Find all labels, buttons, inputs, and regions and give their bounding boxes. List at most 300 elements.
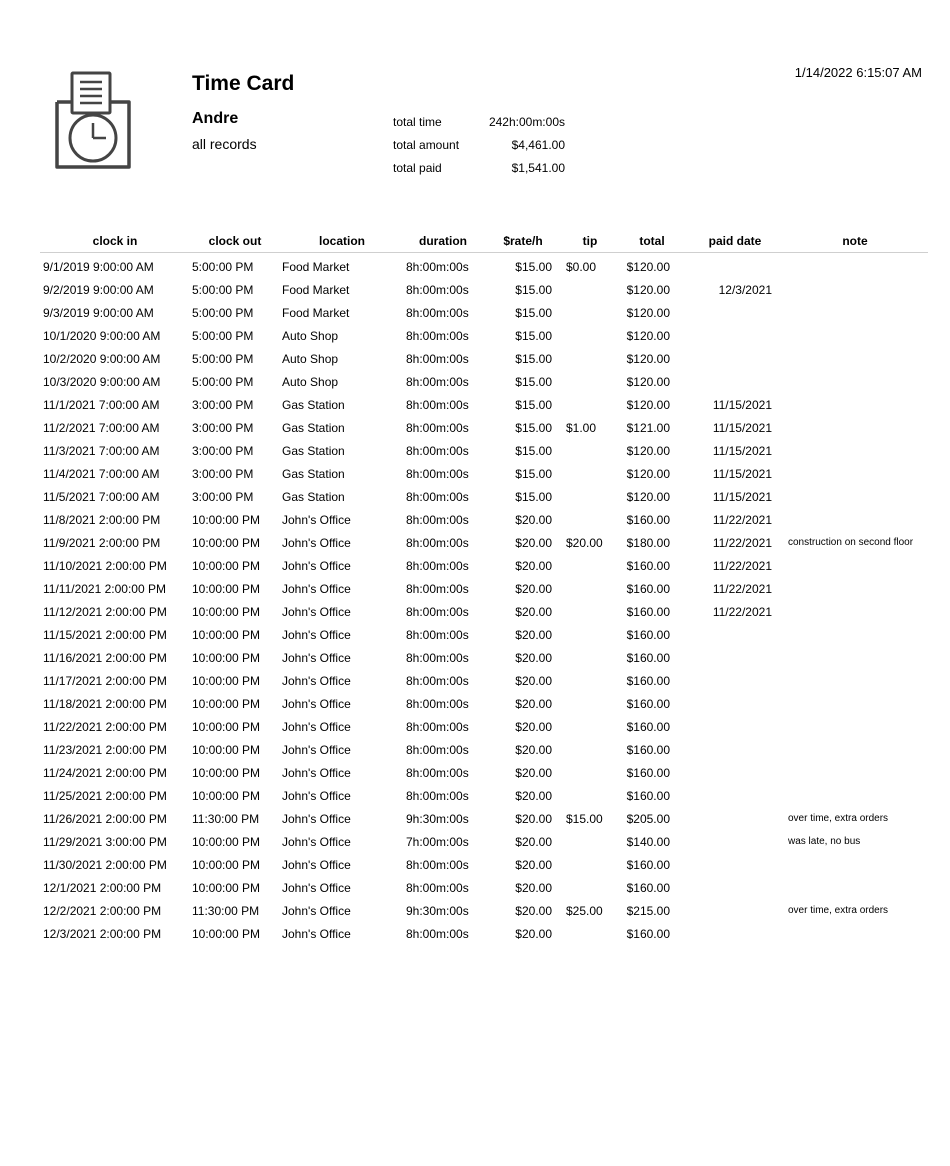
cell-tip	[564, 324, 616, 347]
cell-total: $120.00	[626, 374, 670, 389]
cell-tip	[564, 508, 616, 531]
cell-duration: 8h:00m:00s	[406, 719, 469, 734]
cell-duration: 8h:00m:00s	[406, 535, 469, 550]
cell-note	[782, 623, 928, 646]
cell-note	[782, 922, 928, 945]
cell-rate: $20.00	[515, 627, 552, 642]
cell-total: $120.00	[626, 351, 670, 366]
summary-total-time	[393, 112, 565, 135]
time-card-clock-icon	[52, 70, 134, 172]
cell-note	[782, 738, 928, 761]
table-row	[40, 646, 928, 669]
cell-note: over time, extra orders	[788, 813, 889, 824]
cell-clock-out: 10:00:00 PM	[192, 719, 261, 734]
cell-note	[782, 600, 928, 623]
cell-tip	[564, 347, 616, 370]
table-row	[40, 692, 928, 715]
cell-clock-out: 3:00:00 PM	[192, 397, 254, 412]
cell-tip	[564, 393, 616, 416]
cell-rate: $15.00	[515, 489, 552, 504]
cell-rate: $15.00	[515, 374, 552, 389]
cell-clock-in: 12/2/2021 2:00:00 PM	[43, 903, 162, 918]
cell-rate: $20.00	[515, 742, 552, 757]
table-row	[40, 600, 928, 623]
cell-paid-date	[688, 853, 782, 876]
table-row	[40, 669, 928, 692]
cell-total: $160.00	[626, 857, 670, 872]
cell-duration: 9h:30m:00s	[406, 903, 469, 918]
cell-rate: $15.00	[515, 282, 552, 297]
column-header-tip: tip	[564, 230, 616, 253]
column-header-total: total	[616, 230, 688, 253]
cell-location: John's Office	[282, 765, 351, 780]
table-row	[40, 738, 928, 761]
cell-location: John's Office	[282, 558, 351, 573]
cell-paid-date	[688, 370, 782, 393]
table-row	[40, 393, 928, 416]
cell-clock-in: 11/29/2021 3:00:00 PM	[43, 834, 167, 849]
cell-rate: $15.00	[515, 351, 552, 366]
cell-rate: $20.00	[515, 834, 552, 849]
cell-clock-out: 10:00:00 PM	[192, 880, 261, 895]
cell-location: John's Office	[282, 926, 351, 941]
summary-value: 242h:00m:00s	[488, 115, 565, 129]
cell-duration: 8h:00m:00s	[406, 926, 469, 941]
cell-note	[782, 370, 928, 393]
cell-location: John's Office	[282, 535, 351, 550]
summary-value: $4,461.00	[511, 138, 565, 152]
cell-rate: $20.00	[515, 788, 552, 803]
cell-clock-in: 11/26/2021 2:00:00 PM	[43, 811, 167, 826]
cell-tip	[564, 761, 616, 784]
cell-clock-in: 10/2/2020 9:00:00 AM	[43, 351, 161, 366]
cell-clock-in: 11/3/2021 7:00:00 AM	[43, 443, 160, 458]
cell-paid-date: 11/22/2021	[712, 604, 772, 619]
cell-total: $180.00	[626, 535, 670, 550]
cell-clock-in: 11/16/2021 2:00:00 PM	[43, 650, 167, 665]
cell-location: Food Market	[282, 305, 350, 320]
cell-total: $160.00	[626, 673, 670, 688]
cell-duration: 8h:00m:00s	[406, 351, 469, 366]
cell-tip	[564, 623, 616, 646]
cell-note	[782, 508, 928, 531]
cell-rate: $20.00	[515, 512, 552, 527]
cell-clock-out: 5:00:00 PM	[192, 259, 254, 274]
cell-paid-date	[688, 761, 782, 784]
summary-label: total time	[393, 115, 442, 129]
cell-rate: $20.00	[515, 604, 552, 619]
cell-location: Food Market	[282, 259, 350, 274]
cell-rate: $15.00	[515, 466, 552, 481]
cell-tip: $1.00	[566, 420, 597, 435]
cell-paid-date	[688, 830, 782, 853]
table-row	[40, 278, 928, 301]
cell-location: Auto Shop	[282, 374, 339, 389]
cell-clock-in: 9/3/2019 9:00:00 AM	[43, 305, 154, 320]
cell-tip	[564, 462, 616, 485]
cell-tip	[564, 278, 616, 301]
cell-duration: 8h:00m:00s	[406, 627, 469, 642]
cell-clock-in: 11/25/2021 2:00:00 PM	[43, 788, 167, 803]
cell-location: Food Market	[282, 282, 350, 297]
cell-clock-out: 10:00:00 PM	[192, 673, 261, 688]
cell-tip	[564, 784, 616, 807]
table-row	[40, 623, 928, 646]
cell-clock-in: 10/1/2020 9:00:00 AM	[43, 328, 161, 343]
table-row	[40, 876, 928, 899]
cell-total: $160.00	[626, 742, 670, 757]
cell-clock-out: 3:00:00 PM	[192, 443, 254, 458]
cell-duration: 8h:00m:00s	[406, 742, 469, 757]
table-row	[40, 922, 928, 945]
cell-clock-out: 11:30:00 PM	[192, 811, 260, 826]
summary-label: total paid	[393, 161, 442, 175]
cell-clock-in: 11/17/2021 2:00:00 PM	[43, 673, 167, 688]
page-title: Time Card	[192, 72, 295, 95]
cell-location: John's Office	[282, 880, 351, 895]
cell-clock-in: 10/3/2020 9:00:00 AM	[43, 374, 161, 389]
cell-rate: $20.00	[515, 719, 552, 734]
cell-tip	[564, 692, 616, 715]
table-row	[40, 462, 928, 485]
cell-paid-date	[688, 922, 782, 945]
time-records-table	[40, 230, 928, 945]
cell-location: Gas Station	[282, 420, 345, 435]
table-row	[40, 253, 928, 279]
cell-tip: $15.00	[566, 811, 603, 826]
cell-paid-date	[688, 784, 782, 807]
cell-note: construction on second floor	[788, 537, 914, 548]
cell-total: $160.00	[626, 627, 670, 642]
cell-total: $160.00	[626, 880, 670, 895]
cell-note	[782, 278, 928, 301]
cell-clock-in: 11/18/2021 2:00:00 PM	[43, 696, 167, 711]
cell-location: John's Office	[282, 857, 351, 872]
cell-total: $205.00	[626, 811, 670, 826]
summary-total-amount	[393, 135, 565, 158]
table-body	[40, 253, 928, 946]
cell-location: John's Office	[282, 811, 351, 826]
cell-clock-out: 10:00:00 PM	[192, 627, 261, 642]
cell-location: Gas Station	[282, 443, 345, 458]
summary-panel	[393, 112, 565, 181]
cell-paid-date	[688, 738, 782, 761]
cell-note	[782, 416, 928, 439]
cell-note	[782, 253, 928, 279]
cell-paid-date	[688, 324, 782, 347]
table-row	[40, 554, 928, 577]
cell-clock-out: 10:00:00 PM	[192, 535, 261, 550]
table-row	[40, 324, 928, 347]
cell-clock-in: 11/4/2021 7:00:00 AM	[43, 466, 160, 481]
column-header-duration: duration	[404, 230, 482, 253]
cell-note	[782, 485, 928, 508]
cell-paid-date: 11/15/2021	[712, 443, 772, 458]
cell-clock-in: 11/30/2021 2:00:00 PM	[43, 857, 167, 872]
cell-paid-date	[688, 347, 782, 370]
cell-total: $160.00	[626, 719, 670, 734]
cell-clock-out: 5:00:00 PM	[192, 305, 254, 320]
cell-tip	[564, 876, 616, 899]
cell-clock-in: 11/8/2021 2:00:00 PM	[43, 512, 161, 527]
cell-note	[782, 853, 928, 876]
cell-note	[782, 784, 928, 807]
cell-location: Gas Station	[282, 489, 345, 504]
cell-paid-date	[688, 669, 782, 692]
cell-location: John's Office	[282, 719, 351, 734]
cell-total: $160.00	[626, 788, 670, 803]
table-header-row	[40, 230, 928, 253]
cell-tip	[564, 715, 616, 738]
cell-paid-date	[688, 301, 782, 324]
column-header-clock-in: clock in	[40, 230, 190, 253]
table-row	[40, 485, 928, 508]
cell-tip	[564, 370, 616, 393]
cell-tip	[564, 600, 616, 623]
cell-duration: 8h:00m:00s	[406, 259, 469, 274]
cell-tip: $20.00	[566, 535, 603, 550]
cell-tip	[564, 554, 616, 577]
cell-location: Auto Shop	[282, 351, 339, 366]
cell-clock-in: 11/12/2021 2:00:00 PM	[43, 604, 167, 619]
cell-clock-out: 10:00:00 PM	[192, 581, 261, 596]
table-row	[40, 577, 928, 600]
cell-tip	[564, 485, 616, 508]
table-row	[40, 853, 928, 876]
cell-duration: 8h:00m:00s	[406, 374, 469, 389]
summary-value: $1,541.00	[511, 161, 565, 175]
cell-clock-out: 10:00:00 PM	[192, 650, 261, 665]
cell-clock-out: 10:00:00 PM	[192, 857, 261, 872]
cell-clock-in: 11/10/2021 2:00:00 PM	[43, 558, 167, 573]
cell-clock-out: 5:00:00 PM	[192, 374, 254, 389]
cell-rate: $15.00	[515, 328, 552, 343]
cell-total: $160.00	[626, 581, 670, 596]
cell-location: John's Office	[282, 650, 351, 665]
cell-paid-date: 11/22/2021	[712, 512, 772, 527]
cell-location: John's Office	[282, 788, 351, 803]
column-header-clock-out: clock out	[190, 230, 280, 253]
table-row	[40, 807, 928, 830]
cell-total: $140.00	[626, 834, 670, 849]
cell-rate: $20.00	[515, 811, 552, 826]
cell-location: Gas Station	[282, 397, 345, 412]
cell-duration: 8h:00m:00s	[406, 558, 469, 573]
cell-duration: 8h:00m:00s	[406, 328, 469, 343]
cell-location: Auto Shop	[282, 328, 339, 343]
cell-tip: $0.00	[566, 259, 597, 274]
cell-duration: 8h:00m:00s	[406, 466, 469, 481]
cell-clock-out: 10:00:00 PM	[192, 512, 261, 527]
table-row	[40, 416, 928, 439]
cell-clock-out: 3:00:00 PM	[192, 489, 254, 504]
cell-tip: $25.00	[566, 903, 603, 918]
cell-duration: 8h:00m:00s	[406, 696, 469, 711]
cell-note	[782, 554, 928, 577]
cell-duration: 8h:00m:00s	[406, 512, 469, 527]
cell-clock-in: 11/2/2021 7:00:00 AM	[43, 420, 160, 435]
cell-note	[782, 393, 928, 416]
cell-clock-out: 5:00:00 PM	[192, 351, 254, 366]
cell-rate: $20.00	[515, 696, 552, 711]
cell-location: John's Office	[282, 512, 351, 527]
cell-duration: 7h:00m:00s	[406, 834, 469, 849]
cell-clock-out: 11:30:00 PM	[192, 903, 260, 918]
column-header-rate: $rate/h	[482, 230, 564, 253]
cell-clock-in: 9/1/2019 9:00:00 AM	[43, 259, 154, 274]
cell-clock-in: 11/9/2021 2:00:00 PM	[43, 535, 161, 550]
cell-duration: 8h:00m:00s	[406, 880, 469, 895]
cell-total: $160.00	[626, 604, 670, 619]
table-row	[40, 784, 928, 807]
cell-paid-date	[688, 899, 782, 922]
employee-name: Andre	[192, 110, 239, 127]
cell-duration: 8h:00m:00s	[406, 282, 469, 297]
cell-rate: $20.00	[515, 880, 552, 895]
table-row	[40, 715, 928, 738]
cell-duration: 8h:00m:00s	[406, 397, 469, 412]
table-row	[40, 508, 928, 531]
cell-note	[782, 301, 928, 324]
table-row	[40, 370, 928, 393]
cell-clock-out: 10:00:00 PM	[192, 788, 261, 803]
cell-tip	[564, 646, 616, 669]
cell-location: John's Office	[282, 834, 351, 849]
cell-location: John's Office	[282, 696, 351, 711]
cell-total: $120.00	[626, 466, 670, 481]
cell-paid-date: 11/22/2021	[712, 558, 772, 573]
cell-clock-out: 10:00:00 PM	[192, 696, 261, 711]
cell-total: $160.00	[626, 650, 670, 665]
cell-clock-out: 10:00:00 PM	[192, 742, 261, 757]
cell-clock-in: 9/2/2019 9:00:00 AM	[43, 282, 154, 297]
cell-rate: $20.00	[515, 650, 552, 665]
cell-clock-out: 10:00:00 PM	[192, 765, 261, 780]
column-header-paid-date: paid date	[688, 230, 782, 253]
table-row	[40, 830, 928, 853]
cell-total: $120.00	[626, 282, 670, 297]
cell-note	[782, 669, 928, 692]
cell-rate: $20.00	[515, 673, 552, 688]
cell-clock-in: 11/1/2021 7:00:00 AM	[43, 397, 160, 412]
cell-rate: $20.00	[515, 581, 552, 596]
cell-paid-date: 12/3/2021	[718, 282, 772, 297]
cell-duration: 8h:00m:00s	[406, 788, 469, 803]
cell-tip	[564, 922, 616, 945]
cell-paid-date: 11/22/2021	[712, 581, 772, 596]
cell-location: Gas Station	[282, 466, 345, 481]
cell-note	[782, 692, 928, 715]
cell-tip	[564, 738, 616, 761]
cell-clock-out: 10:00:00 PM	[192, 926, 261, 941]
cell-location: John's Office	[282, 627, 351, 642]
cell-clock-in: 11/5/2021 7:00:00 AM	[43, 489, 160, 504]
cell-total: $120.00	[626, 443, 670, 458]
cell-clock-in: 12/1/2021 2:00:00 PM	[43, 880, 162, 895]
cell-rate: $20.00	[515, 765, 552, 780]
cell-duration: 8h:00m:00s	[406, 443, 469, 458]
cell-location: John's Office	[282, 742, 351, 757]
cell-paid-date: 11/15/2021	[712, 489, 772, 504]
cell-location: John's Office	[282, 581, 351, 596]
cell-rate: $15.00	[515, 397, 552, 412]
cell-clock-out: 5:00:00 PM	[192, 282, 254, 297]
cell-clock-in: 11/22/2021 2:00:00 PM	[43, 719, 167, 734]
cell-location: John's Office	[282, 903, 351, 918]
cell-clock-out: 10:00:00 PM	[192, 604, 261, 619]
cell-total: $160.00	[626, 926, 670, 941]
table-row	[40, 347, 928, 370]
cell-total: $160.00	[626, 512, 670, 527]
cell-note	[782, 876, 928, 899]
cell-rate: $20.00	[515, 926, 552, 941]
cell-paid-date	[688, 623, 782, 646]
summary-total-paid	[393, 158, 565, 181]
column-header-note: note	[782, 230, 928, 253]
cell-note	[782, 577, 928, 600]
cell-rate: $20.00	[515, 535, 552, 550]
cell-clock-in: 11/24/2021 2:00:00 PM	[43, 765, 167, 780]
cell-duration: 8h:00m:00s	[406, 857, 469, 872]
cell-paid-date: 11/15/2021	[712, 466, 772, 481]
cell-total: $120.00	[626, 305, 670, 320]
cell-duration: 9h:30m:00s	[406, 811, 469, 826]
cell-rate: $20.00	[515, 903, 552, 918]
cell-duration: 8h:00m:00s	[406, 673, 469, 688]
cell-clock-out: 3:00:00 PM	[192, 420, 254, 435]
cell-rate: $15.00	[515, 443, 552, 458]
cell-note	[782, 347, 928, 370]
report-timestamp: 1/14/2022 6:15:07 AM	[794, 65, 922, 80]
cell-paid-date	[688, 876, 782, 899]
cell-tip	[564, 301, 616, 324]
cell-duration: 8h:00m:00s	[406, 420, 469, 435]
table-row	[40, 531, 928, 554]
cell-paid-date: 11/15/2021	[712, 397, 772, 412]
cell-note	[782, 462, 928, 485]
cell-paid-date	[688, 807, 782, 830]
cell-clock-out: 10:00:00 PM	[192, 834, 261, 849]
cell-tip	[564, 577, 616, 600]
cell-total: $120.00	[626, 397, 670, 412]
record-scope: all records	[192, 136, 257, 152]
cell-note: over time, extra orders	[788, 905, 889, 916]
cell-total: $120.00	[626, 259, 670, 274]
cell-duration: 8h:00m:00s	[406, 305, 469, 320]
cell-rate: $20.00	[515, 558, 552, 573]
cell-tip	[564, 439, 616, 462]
table-row	[40, 761, 928, 784]
cell-clock-in: 12/3/2021 2:00:00 PM	[43, 926, 162, 941]
cell-note	[782, 439, 928, 462]
cell-duration: 8h:00m:00s	[406, 581, 469, 596]
cell-tip	[564, 830, 616, 853]
cell-total: $160.00	[626, 765, 670, 780]
cell-paid-date	[688, 692, 782, 715]
cell-note	[782, 324, 928, 347]
cell-rate: $15.00	[515, 259, 552, 274]
table-row	[40, 301, 928, 324]
cell-clock-in: 11/23/2021 2:00:00 PM	[43, 742, 167, 757]
cell-paid-date	[688, 646, 782, 669]
cell-duration: 8h:00m:00s	[406, 765, 469, 780]
cell-note	[782, 646, 928, 669]
cell-note: was late, no bus	[788, 836, 861, 847]
cell-paid-date	[688, 715, 782, 738]
cell-paid-date: 11/22/2021	[712, 535, 772, 550]
cell-clock-out: 5:00:00 PM	[192, 328, 254, 343]
cell-rate: $15.00	[515, 420, 552, 435]
